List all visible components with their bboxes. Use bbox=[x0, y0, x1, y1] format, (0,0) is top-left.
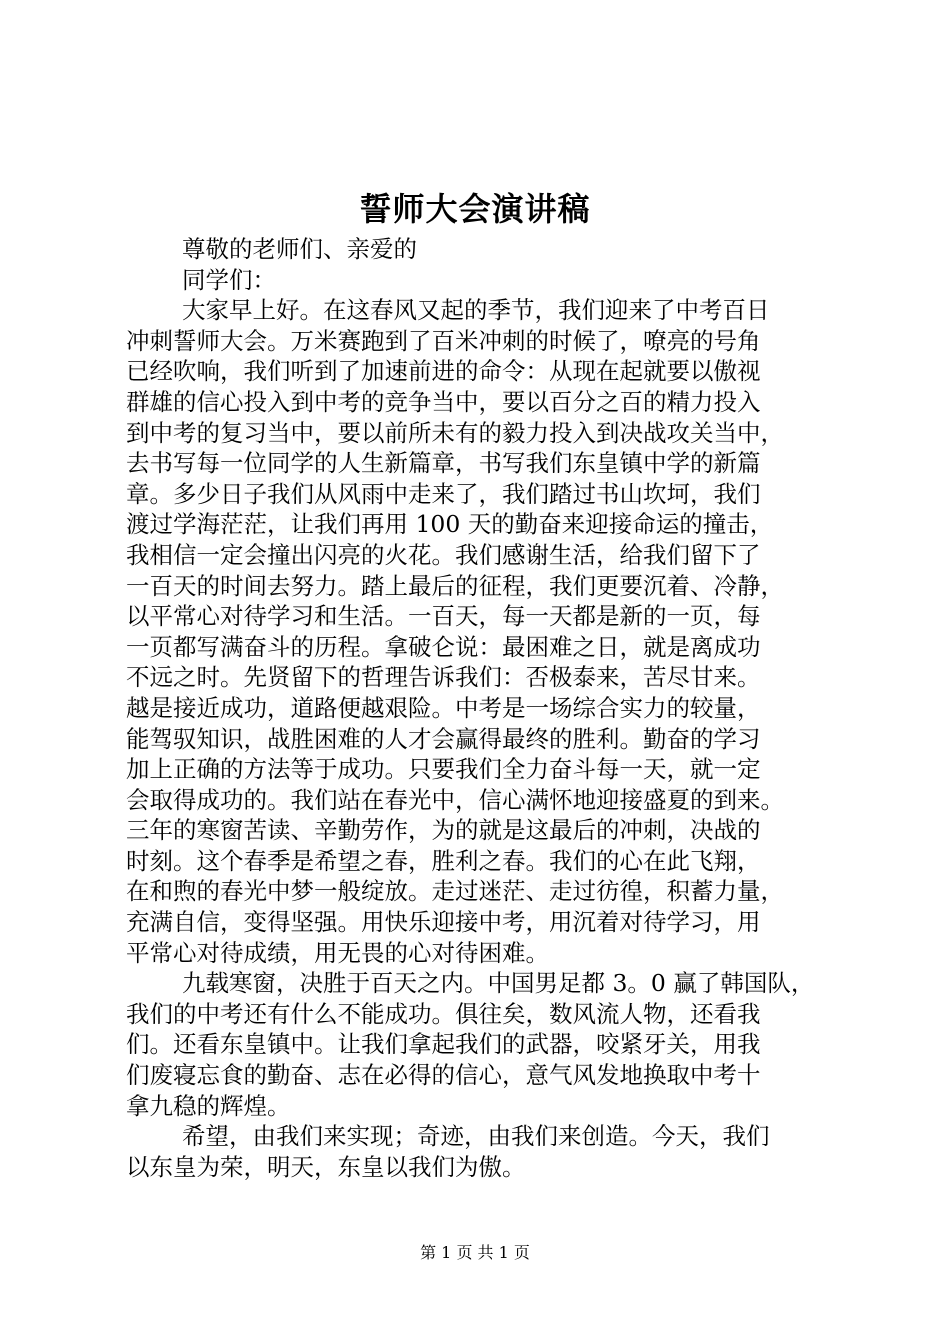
text-line: 能驾驭知识，战胜困难的人才会赢得最终的胜利。勤奋的学习 bbox=[126, 724, 761, 753]
text-line: 到中考的复习当中，要以前所未有的毅力投入到决战攻关当中， bbox=[126, 418, 784, 447]
text-line: 会取得成功的。我们站在春光中，信心满怀地迎接盛夏的到来。 bbox=[126, 785, 784, 814]
text-line: 冲刺誓师大会。万米赛跑到了百米冲刺的时候了，嘹亮的号角 bbox=[126, 326, 761, 355]
text-line: 群雄的信心投入到中考的竞争当中，要以百分之百的精力投入 bbox=[126, 387, 761, 416]
text-line: 希望，由我们来实现；奇迹，由我们来创造。今天，我们 bbox=[182, 1122, 770, 1151]
text-line: 们。还看东皇镇中。让我们拿起我们的武器，咬紧牙关，用我 bbox=[126, 1030, 761, 1059]
page-footer: 第 1 页 共 1 页 bbox=[420, 1243, 530, 1262]
text-line: 加上正确的方法等于成功。只要我们全力奋斗每一天，就一定 bbox=[126, 755, 761, 784]
document-title: 誓师大会演讲稿 bbox=[359, 190, 591, 228]
text-line: 平常心对待成绩，用无畏的心对待困难。 bbox=[126, 938, 549, 967]
text-line: 越是接近成功，道路便越艰险。中考是一场综合实力的较量， bbox=[126, 693, 761, 722]
text-line: 以平常心对待学习和生活。一百天，每一天都是新的一页，每 bbox=[126, 602, 761, 631]
text-line: 时刻。这个春季是希望之春，胜利之春。我们的心在此飞翔， bbox=[126, 846, 761, 875]
text-line: 拿九稳的辉煌。 bbox=[126, 1091, 291, 1120]
document-body bbox=[126, 234, 826, 1182]
text-line: 大家早上好。在这春风又起的季节，我们迎来了中考百日 bbox=[182, 296, 770, 325]
text-line: 一百天的时间去努力。踏上最后的征程，我们更要沉着、冷静， bbox=[126, 571, 784, 600]
text-line: 以东皇为荣，明天，东皇以我们为傲。 bbox=[126, 1152, 526, 1181]
text-line: 充满自信，变得坚强。用快乐迎接中考，用沉着对待学习，用 bbox=[126, 908, 761, 937]
text-line: 我相信一定会撞出闪亮的火花。我们感谢生活，给我们留下了 bbox=[126, 540, 761, 569]
text-line: 不远之时。先贤留下的哲理告诉我们：否极泰来，苦尽甘来。 bbox=[126, 663, 761, 692]
text-line: 尊敬的老师们、亲爱的 bbox=[182, 235, 417, 263]
text-line: 章。多少日子我们从风雨中走来了，我们踏过书山坎坷，我们 bbox=[126, 479, 761, 508]
text-line: 九载寒窗，决胜于百天之内。中国男足都 3。0 赢了韩国队， bbox=[182, 969, 815, 998]
text-line: 我们的中考还有什么不能成功。俱往矣，数风流人物，还看我 bbox=[126, 999, 761, 1028]
text-line: 们废寝忘食的勤奋、志在必得的信心，意气风发地换取中考十 bbox=[126, 1061, 761, 1090]
text-line: 已经吹响，我们听到了加速前进的命令：从现在起就要以傲视 bbox=[126, 357, 761, 386]
text-line: 去书写每一位同学的人生新篇章，书写我们东皇镇中学的新篇 bbox=[126, 449, 761, 478]
text-line: 一页都写满奋斗的历程。拿破仑说：最困难之日，就是离成功 bbox=[126, 632, 761, 661]
text-line: 在和煦的春光中梦一般绽放。走过迷茫、走过彷徨，积蓄力量， bbox=[126, 877, 784, 906]
text-line: 同学们： bbox=[182, 265, 276, 294]
text-line: 三年的寒窗苦读、辛勤劳作，为的就是这最后的冲刺，决战的 bbox=[126, 816, 761, 845]
text-line: 渡过学海茫茫，让我们再用 100 天的勤奋来迎接命运的撞击， bbox=[126, 510, 774, 539]
